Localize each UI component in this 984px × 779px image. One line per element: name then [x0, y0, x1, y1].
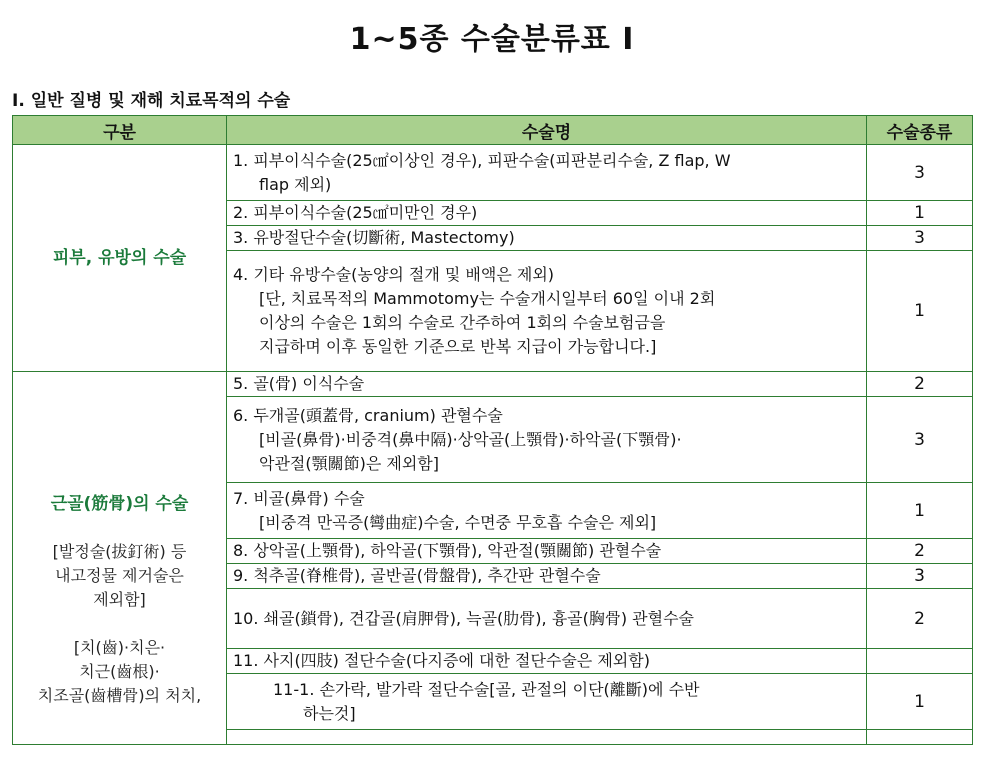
surgery-line: 5. 골(骨) 이식수술 — [233, 374, 365, 393]
category-note: [발정술(拔釘術) 등 — [52, 542, 187, 561]
surgery-type-cell: 3 — [867, 564, 973, 589]
surgery-line: 지급하며 이후 동일한 기준으로 반복 지급이 가능합니다.] — [259, 337, 657, 356]
surgery-line: 2. 피부이식수술(25㎠미만인 경우) — [233, 203, 478, 222]
category-note: 치조골(齒槽骨)의 처치, — [37, 686, 202, 705]
header-category: 구분 — [13, 116, 227, 145]
surgery-name-cell — [227, 145, 867, 201]
surgery-line: 하는것] — [303, 703, 356, 723]
surgery-line: 4. 기타 유방수술(농양의 절개 및 배액은 제외) — [233, 265, 555, 284]
surgery-type-cell: 1 — [867, 201, 973, 226]
surgery-type-cell: 3 — [867, 145, 973, 201]
page-title: 1~5종 수술분류표 I — [349, 22, 635, 57]
header-surgery-name: 수술명 — [227, 116, 867, 145]
surgery-line: 8. 상악골(上顎骨), 하악골(下顎骨), 악관절(顎關節) 관혈수술 — [233, 541, 662, 560]
surgery-line: [단, 치료목적의 Mammotomy는 수술개시일부터 60일 이내 2회 — [259, 289, 716, 308]
category-title: 피부, 유방의 수술 — [52, 248, 187, 268]
surgery-line: 3. 유방절단수술(切斷術, Mastectomy) — [233, 228, 515, 247]
table-row — [13, 372, 973, 397]
section-title: Ⅰ. 일반 질병 및 재해 치료목적의 수술 — [12, 91, 291, 111]
category-title: 근골(筋骨)의 수술 — [50, 494, 189, 514]
category-skin-breast — [13, 145, 227, 372]
surgery-type-cell: 3 — [867, 397, 973, 483]
surgery-type-cell: 1 — [867, 251, 973, 372]
surgery-type-cell: 3 — [867, 226, 973, 251]
surgery-name-cell — [227, 397, 867, 483]
surgery-type-cell: 2 — [867, 372, 973, 397]
surgery-line: 7. 비골(鼻骨) 수술 — [233, 488, 365, 508]
surgery-name-cell — [227, 730, 867, 745]
surgery-type-cell — [867, 649, 973, 674]
category-musculoskeletal — [13, 372, 227, 745]
surgery-line: 11-1. 손가락, 발가락 절단수술[골, 관절의 이단(離斷)에 수반 — [273, 679, 700, 699]
surgery-name-cell — [227, 649, 867, 674]
surgery-name-cell — [227, 226, 867, 251]
surgery-name-cell — [227, 251, 867, 372]
surgery-line: [비골(鼻骨)·비중격(鼻中隔)·상악골(上顎骨)·하악골(下顎骨)· — [259, 429, 682, 449]
surgery-type-cell: 2 — [867, 589, 973, 649]
surgery-type-cell — [867, 730, 973, 745]
category-note: 제외함] — [93, 590, 146, 609]
surgery-name-cell — [227, 564, 867, 589]
surgery-line: 9. 척추골(脊椎骨), 골반골(骨盤骨), 추간판 관혈수술 — [233, 566, 601, 585]
surgery-name-cell — [227, 483, 867, 539]
surgery-line: 1. 피부이식수술(25㎠이상인 경우), 피판수술(피판분리수술, Z flap, W — [233, 150, 731, 170]
surgery-name-cell — [227, 674, 867, 730]
category-note: 치근(齒根)· — [79, 662, 160, 681]
surgery-type-cell: 1 — [867, 674, 973, 730]
surgery-line: [비중격 만곡증(彎曲症)수술, 수면중 무호흡 수술은 제외] — [259, 512, 657, 532]
table-row — [13, 145, 973, 201]
surgery-name-cell — [227, 372, 867, 397]
surgery-type-cell: 2 — [867, 539, 973, 564]
surgery-line: 6. 두개골(頭蓋骨, cranium) 관혈수술 — [233, 405, 503, 425]
surgery-name-cell — [227, 539, 867, 564]
surgery-name-cell — [227, 201, 867, 226]
surgery-table — [12, 115, 973, 745]
surgery-line: 10. 쇄골(鎖骨), 견갑골(肩胛骨), 늑골(肋骨), 흉골(胸骨) 관혈수술 — [233, 608, 694, 628]
surgery-line: 11. 사지(四肢) 절단수술(다지증에 대한 절단수술은 제외함) — [233, 651, 650, 670]
surgery-line: 악관절(顎關節)은 제외함] — [259, 453, 440, 473]
table-header-row — [13, 116, 973, 145]
category-note: [치(齒)·치은· — [73, 638, 166, 657]
surgery-line: flap 제외) — [259, 174, 332, 194]
surgery-line: 이상의 수술은 1회의 수술로 간주하여 1회의 수술보험금을 — [259, 313, 666, 332]
surgery-type-cell: 1 — [867, 483, 973, 539]
header-surgery-type: 수술종류 — [867, 116, 973, 145]
surgery-name-cell — [227, 589, 867, 649]
category-note: 내고정물 제거술은 — [55, 566, 184, 585]
